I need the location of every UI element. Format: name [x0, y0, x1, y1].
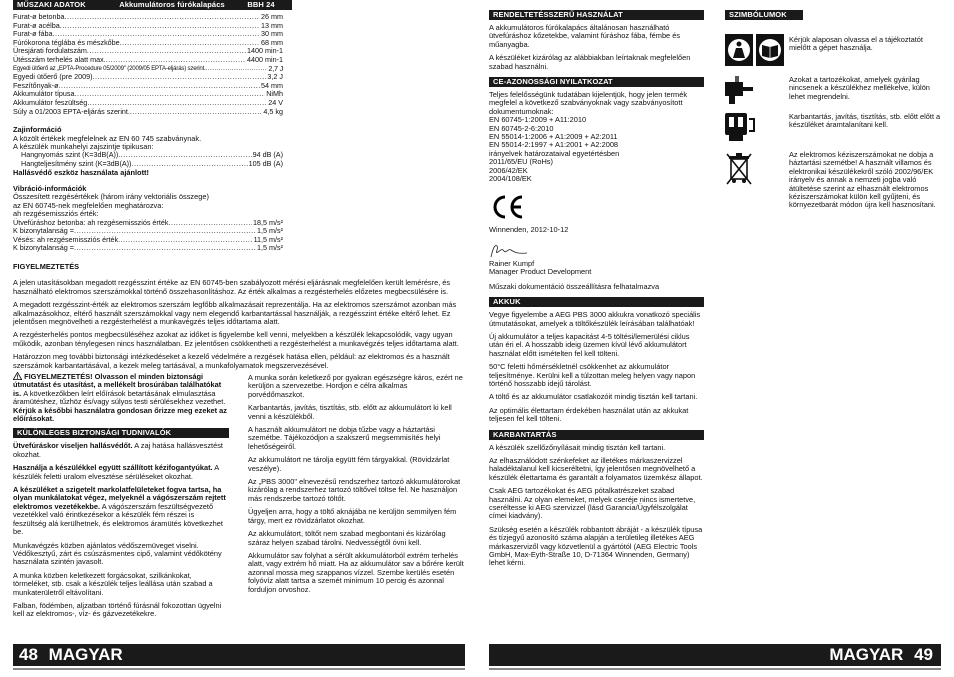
page-footer: [489, 644, 941, 666]
warning-section: FIGYELMEZTETÉS A jelen utasításokban megadott rezgésszint értéke az EN 60745-ben szabályozott mérési eljárásnak megfelelően került lemérésre, és használható elektromos szerszámokkal történő összehasonlításhoz. Az érték alkalmas a rezgésterhelés előzetes megbecsülésére is. A megadott rezgésszint-érték az elektromos szerszám legfőbb alkalmazásait reprezentálja. Ha az elektromos szerszámot azonban más alkalmazásokhoz, eltérő használt szerszámokkal vagy nem elegendő karbantartással használják, a rezgésszint értéke eltérő lehet. Ez jelentősen megnövelheti a rezgésterhelést a munkavégzés teljes időtartama alatt. A rezgésterhelés pontos megbecsüléséhez azokat az időket is figyelembe kell venni, melyekben a készülék lekapcsolódik, vagy ugyan működik, azonban ténylegesen nincs használatban. Ez jelentősen csökkentheti a rezgésterhelést a munkavégzés teljes időtartama alatt. Határozzon meg további biztonsági intézkedéseket a kezelő védelmére a rezgések hatása ellen, például: az elektromos és a használt szerszámok karbantartásával, a kezek meleg tartásával, a munkafolyamatok megszervezésével.: [13, 263, 463, 370]
vibration-row: K bizonytalanság = ..... 1,5 m/s²: [13, 227, 283, 236]
ce-mark-icon: [491, 194, 704, 220]
right-col-1: RENDELTETÉSSZERŰ HASZNÁLAT A akkumulátoros fúrókalapács általánosan használható ütvefúráshoz kőzetekbe, valamint fúráshoz fába, fémbe és műanyagba. A készüléket kizárólag az alábbiakban leírtaknak megfelelően szabad használni. CE-AZONOSSÁGI NYILATKOZAT Teljes felelősségünk tudatában kijelentjük, hogy jelen termék megfelel a következő szabványoknak vagy szabványosított dokumentumoknak: EN 60745-1:2009 + A11:2010 EN 60745-2-6:2010 EN 55014-1:2006 + A1:2009 + A2:2011 EN 55014-2:1997 + A1:2001 + A2:2008 irányelvek határozataival egyetértésben 2011/65/EU (RoHs) 2006/42/EK 2004/108/EK Winnenden, 2012-10-12 Rainer Kumpf Manager Product Development Műszaki dokumentáció összeállításra felhatalmazva AKKUK Vegye figyelembe a AEG PBS 3000 akkukra vonatkozó speciális útmutatásokat, amelyek a töltőkészülék leírásában találhatóak! Új akkumulátor a teljes kapacitást 4-5 töltési/lemerülési ciklus után éri el. A hosszabb ideig üzemen kívül lévő akkumulátort használat előtt ismételten fel kell tölteni. 50°C feletti hőmérsékletnél csökkenhet az akkumulátor teljesítménye. Kerülni kell a túlzottan meleg helyen vagy napon történő hosszabb idejű tárolást. A töltő és az akkumulátor csatlakozóit mindig tisztán kell tartani. Az optimális élettartam érdekében használat után az akkukat teljesen fel kell tölteni. KARBANTARTÁS A készülék szellőzőnyílásait mindig tisztán kell tartani. Az elhasználódott szénkefeket az illetékes márkaszervizzel haladéktalanul kell kicseréltetni, így jelentősen megnövelhető a készülék élettartama és garantált a folyamatos üzemkész állapot. Csak AEG tartozékokat és AEG pótalkatrészeket szabad használni. Az olyan elemeket, melyek cseréje nincs ismertetve, cseréltesse ki AEG szervizzel (lásd Garancia/Ügyfélszolgálat címei kiadvány). Szükség esetén a készülék robbantott ábráját - a készülék típusa és tízjegyű azonosító száma alapján a területileg illetékes AEG márkaszervizől vagy közvetlenül a gyártótól (AEG Electric Tools GmbH, Max-Eyth-Straße 10, D-71364 Winnenden, Germany) lehet kérni.: [489, 10, 703, 568]
spec-row: Egyedi ütőerő (pre 2009) ..... 3,2 J: [13, 73, 283, 82]
hearing-warning: Hallásvédő eszköz használata ajánlott!: [13, 167, 149, 177]
special-safety-header: KÜLÖNLEGES BIZTONSÁGI TUDNIVALÓK: [13, 428, 229, 438]
signature-icon: [489, 242, 704, 260]
noise-row: Hangnyomás szint (K=3dB(A)) ..... 94 dB (A): [13, 151, 283, 160]
vibration-row: K bizonytalanság = ..... 1,5 m/s²: [13, 244, 283, 253]
spec-row: Furat-ø fába ..... 30 mm: [13, 30, 283, 39]
spec-row: Feszítőnyak-ø ..... 54 mm: [13, 82, 283, 91]
page-footer: [13, 644, 465, 666]
noise-info: Zajinformáció A közölt értékek megfelelnek az EN 60 745 szabványnak. A készülék munkahelyi zajszintje tipikusan: Hangnyomás szint (K=3dB(A)) ..... 94 dB (A) Hangteljesítmény szint (K=3dB(A)) ..... 105 dB (A) Hallásvédő eszköz használata ajánlott!: [13, 126, 283, 177]
spec-row: Egyedi ütőerő az „EPTA-Procedure 05/2009" (2009/05 EPTA-eljárás) szerint. ..... 2,7 J: [13, 65, 283, 74]
vibration-title: Vibráció-információk: [13, 183, 87, 193]
spec-row: Furat-ø betonba ..... 26 mm: [13, 13, 283, 22]
vibration-info: Vibráció-információk Összesített rezgésértékek (három irány vektoriális összege) az EN 60745-nek megfelelően meghatározva: ah rezgésemissziós érték: Ütvefúráshoz betonba: ah rezgésemissziós érték ..... 18,5 m/s² K bizonytalanság = ..... 1,5 m/s² Vésés: ah rezgésemissziós érték ..... 11,5 m/s² K bizonytalanság = ..... 1,5 m/s²: [13, 185, 283, 253]
spec-row: Akkumulátor feszültség ..... 24 V: [13, 99, 283, 108]
left-col-1: FIGYELMEZTETÉS! Olvasson el minden biztonsági útmutatást és utasítást, a mellékelt brosúrában találhatókat is. A következőkben leírt előírások betartásának elmulasztása áramütéshez, tűzhöz és/vagy súlyos testi sérülésekhez vezethet. Kérjük a későbbi használatra gondosan őrizze meg ezeket az előírásokat. KÜLÖNLEGES BIZTONSÁGI TUDNIVALÓK Ütvefúráskor viseljen hallásvédőt. A zaj hatása hallásvesztést okozhat. Használja a készülékkel együtt szállított kézifogantyúkat. A készülék feletti uralom elvesztése sérüléseket okozhat. A készüléket a szigetelt markolatfelületeket fogva tartsa, ha olyan munkálatokat végez, melyeknél a vágószerszám rejtett elektromos vezetékekbe. A vágószerszám feszültségvezető vezetékkel való érintkezésekor a készülék fém részei is feszültség alá kerülhetnek, és elektromos áramütés következhet be. Munkavégzés közben ajánlatos védőszemüveget viselni. Védőkesztyű, zárt és csúszásmentes cipő, valamint védőkötény használata szintén javasolt. A munka közben keletkezett forgácsokat, szilkánkokat, törmeléket, stb. csak a készülék teljes leállása után szabad a munkaterületről eltávolítani. Falban, födémben, aljzatban történő fúrásnál fokozottan ügyelni kell az elektromos-, víz- és gázvezetékekre.: [13, 372, 227, 619]
footer-bar: [489, 668, 941, 670]
spec-row: Ütésszám terhelés alatt max. ..... 4400 min-1: [13, 56, 283, 65]
accessory-icon: [725, 76, 789, 104]
vibration-row: Vésés: ah rezgésemissziós érték ..... 11,5 m/s²: [13, 236, 283, 245]
spec-row: Súly a 01/2003 EPTA-eljárás szerint. ..... 4,5 kg: [13, 108, 283, 117]
warning-triangle-icon: [13, 372, 22, 380]
language-label: MAGYAR: [829, 645, 904, 664]
language-label: MAGYAR: [48, 645, 123, 664]
signer-name: Rainer Kumpf: [489, 258, 535, 268]
symbol-row: Karbantartás, javítás, tisztítás, stb. előtt előtt a készüléket áramtalanítani kell.: [725, 113, 941, 141]
maintenance-header: KARBANTARTÁS: [489, 430, 704, 440]
intended-use-header: RENDELTETÉSSZERŰ HASZNÁLAT: [489, 10, 704, 20]
left-page: [13, 0, 465, 677]
page-number: 48: [19, 645, 38, 664]
footer-bar: [13, 668, 465, 670]
spec-table: [13, 13, 283, 116]
batteries-header: AKKUK: [489, 297, 704, 307]
noise-title: Zajinformáció: [13, 125, 62, 135]
symbol-row: Az elektromos kéziszerszámokat ne dobja a háztartási szemétbe! A használt villamos és elektronikai készülékekről szóló 2002/96/EK irányelv és annak a nemzeti jogba való átültetése szerint az elhasznált elektromos kéziszerszámokat külön kell gyűjteni, és környezetbarát módon újra kell hasznosítani.: [725, 151, 941, 210]
spec-row: Furat-ø acélba ..... 13 mm: [13, 22, 283, 31]
tech-data-title: MŰSZAKI ADATOK: [17, 0, 86, 9]
noise-row: Hangteljesítmény szint (K=3dB(A)) ..... 105 dB (A): [13, 160, 283, 169]
model-name: BBH 24: [247, 0, 275, 9]
safety-warning: FIGYELMEZTETÉS! Olvasson el minden biztonsági útmutatást és utasítást, a mellékelt brosúrában találhatókat is. A következőkben leírt előírások betartásának elmulasztása áramütéshez, tűzhöz és/vagy súlyos testi sérülésekhez vezethet. Kérjük a későbbi használatra gondosan őrizze meg ezeket az előírásokat.: [13, 372, 227, 424]
left-col-2: A munka során keletkező por gyakran egészségre káros, ezért ne kerüljön a szervezetbe. Hordjon e célra alkalmas porvédőmaszkot. Karbantartás, javítás, tisztítás, stb. előtt az akkumulátort ki kell venni a készülékből. A használt akkumulátort ne dobja tűzbe vagy a háztartási szemétbe. Tájékozódjon a szakszerű megsemmisítés helyi lehetőségeiről. Az akkumulátort ne tárolja együtt fém tárgyakkal. (Rövidzárlat veszélye). Az „PBS 3000" elnevezésű rendszerhez tartozó akkumulátorokat kizárólag a rendszerhez tartozó töltővel töltse fel. Ne használjon más rendszerbe tartozó töltőt. Ügyeljen arra, hogy a töltő aknájába ne kerüljön semmilyen fém tárgy, mert ez rövidzárlatot okozhat. Az akkumulátort, töltőt nem szabad megbontani és kizárólag száraz helyen szabad tárolni. Nedvességtől óvni kell. Akkumulátor sav folyhat a sérült akkumulátorból extrém terhelés alatt, vagy extrém hő miatt. Ha az akkumulátor sav a bőrére került azonnal mossa meg szappanos vízzel. Szembe kerülés esetén folyóvíz alatt tartsa a szemét minimum 10 percig és azonnal forduljon orvoshoz.: [248, 373, 464, 594]
right-col-2: [725, 10, 941, 219]
vibration-row: Ütvefúráshoz betonba: ah rezgésemissziós érték ..... 18,5 m/s²: [13, 219, 283, 228]
spec-row: Akkumulátor típusa ..... NiMh: [13, 90, 283, 99]
ce-declaration-header: CE-AZONOSSÁGI NYILATKOZAT: [489, 77, 704, 87]
page-number: 49: [914, 645, 933, 664]
right-page: [489, 0, 941, 677]
remove-battery-icon: [725, 113, 789, 141]
symbol-row: Azokat a tartozékokat, amelyek gyárilag nincsenek a készülékhez mellékelve, külön lehet megrendelni.: [725, 76, 941, 104]
warning-title: FIGYELMEZTETÉS: [13, 261, 80, 271]
spec-row: Fúrókorona téglába és mészkőbe ..... 68 mm: [13, 39, 283, 48]
declaration-date: Winnenden, 2012-10-12: [489, 224, 569, 234]
model-title: Akkumulátoros fúrókalapács: [119, 0, 225, 9]
symbols-header: SZIMBÓLUMOK: [725, 10, 803, 20]
symbol-row: Kérjük alaposan olvassa el a tájékoztatót mielőtt a gépet használja.: [725, 34, 941, 66]
crossed-bin-icon: [725, 151, 789, 187]
read-manual-icon: [725, 34, 789, 66]
spec-row: Üresjárati fordulatszám ..... 1400 min-1: [13, 47, 283, 56]
tech-data-header: [13, 0, 292, 10]
